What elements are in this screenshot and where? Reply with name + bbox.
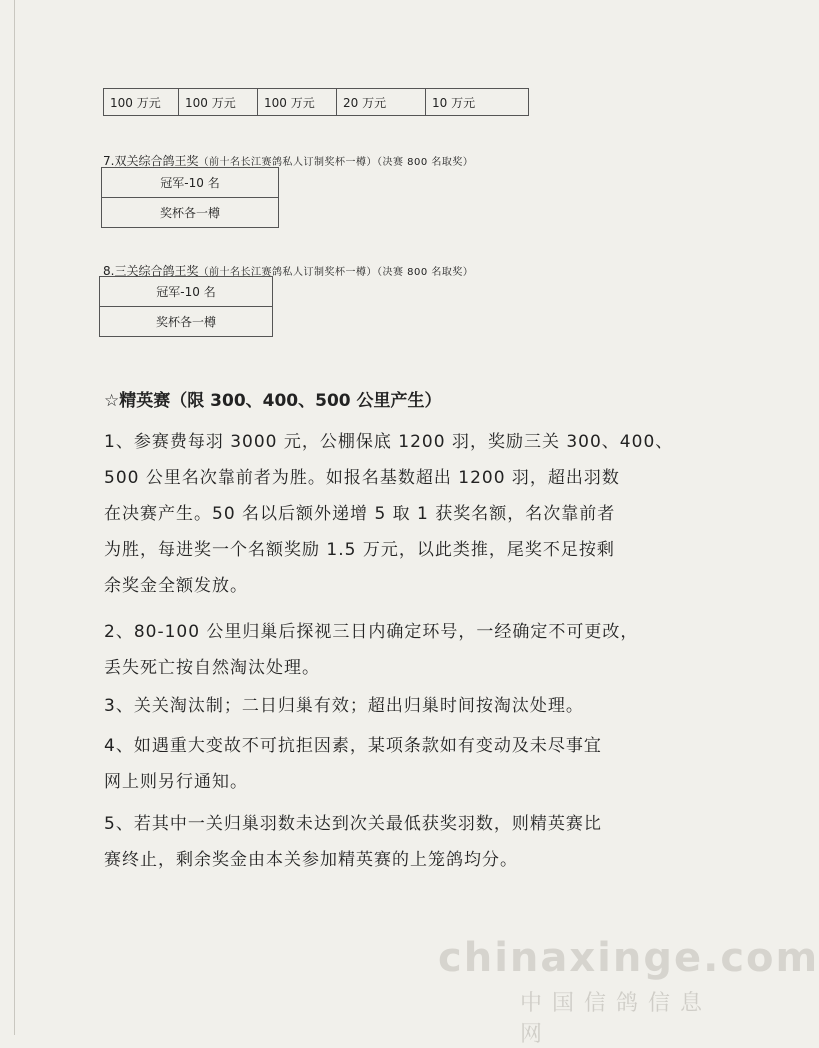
text-line: 1、参赛费每羽 3000 元，公棚保底 1200 羽，奖励三关 300、400、 <box>104 432 674 452</box>
paragraph-3 <box>104 688 624 724</box>
table-row <box>100 307 273 337</box>
table-row <box>100 277 273 307</box>
section-7-name: 7.双关综合鸽王奖 <box>103 154 199 168</box>
text-line: 3、关关淘汰制；二日归巢有效；超出归巢时间按淘汰处理。 <box>104 696 584 716</box>
section-7-note: （前十名长江赛鸽私人订制奖杯一樽）（决赛 800 名取奖） <box>198 157 474 168</box>
paragraph-4 <box>104 728 624 800</box>
text-line: 在决赛产生。50 名以后额外递增 5 取 1 获奖名额，名次靠前者 <box>104 504 616 524</box>
prize-cell: 20 万元 <box>337 89 426 116</box>
prize-cell: 100 万元 <box>258 89 337 116</box>
scan-edge <box>14 0 15 1035</box>
text-line: 4、如遇重大变故不可抗拒因素，某项条款如有变动及未尽事宜 <box>104 736 602 756</box>
table-cell: 奖杯各一樽 <box>100 307 273 337</box>
elite-heading: ☆精英赛（限 300、400、500 公里产生） <box>104 391 442 411</box>
watermark-site: chinaxinge.com <box>438 935 819 981</box>
table-row <box>102 198 279 228</box>
text-line: 5、若其中一关归巢羽数未达到次关最低获奖羽数，则精英赛比 <box>104 814 602 834</box>
table-row <box>102 168 279 198</box>
text-line: 余奖金全额发放。 <box>104 576 248 596</box>
paragraph-2 <box>104 614 639 686</box>
text-line: 2、80-100 公里归巢后探视三日内确定环号，一经确定不可更改， <box>104 622 639 642</box>
section-8-note: （前十名长江赛鸽私人订制奖杯一樽）（决赛 800 名取奖） <box>198 267 474 278</box>
prize-cell: 100 万元 <box>104 89 179 116</box>
watermark-name: 中国信鸽信息网 <box>520 991 713 1047</box>
table-cell: 冠军-10 名 <box>100 277 273 307</box>
text-line: 丢失死亡按自然淘汰处理。 <box>104 658 320 678</box>
text-line: 网上则另行通知。 <box>104 772 248 792</box>
table-cell: 冠军-10 名 <box>102 168 279 198</box>
paragraph-1 <box>104 424 674 604</box>
table-cell: 奖杯各一樽 <box>102 198 279 228</box>
text-line: 为胜，每进奖一个名额奖励 1.5 万元，以此类推，尾奖不足按剩 <box>104 540 615 560</box>
section-8-table <box>99 276 273 337</box>
section-7-table <box>101 167 279 228</box>
text-line: 500 公里名次靠前者为胜。如报名基数超出 1200 羽，超出羽数 <box>104 468 620 488</box>
paragraph-5 <box>104 806 624 878</box>
prize-cell: 100 万元 <box>179 89 258 116</box>
prize-cell: 10 万元 <box>426 89 529 116</box>
prize-amount-table <box>103 88 529 116</box>
section-8-name: 8.三关综合鸽王奖 <box>103 264 199 278</box>
text-line: 赛终止，剩余奖金由本关参加精英赛的上笼鸽均分。 <box>104 850 518 870</box>
table-row <box>104 89 529 116</box>
